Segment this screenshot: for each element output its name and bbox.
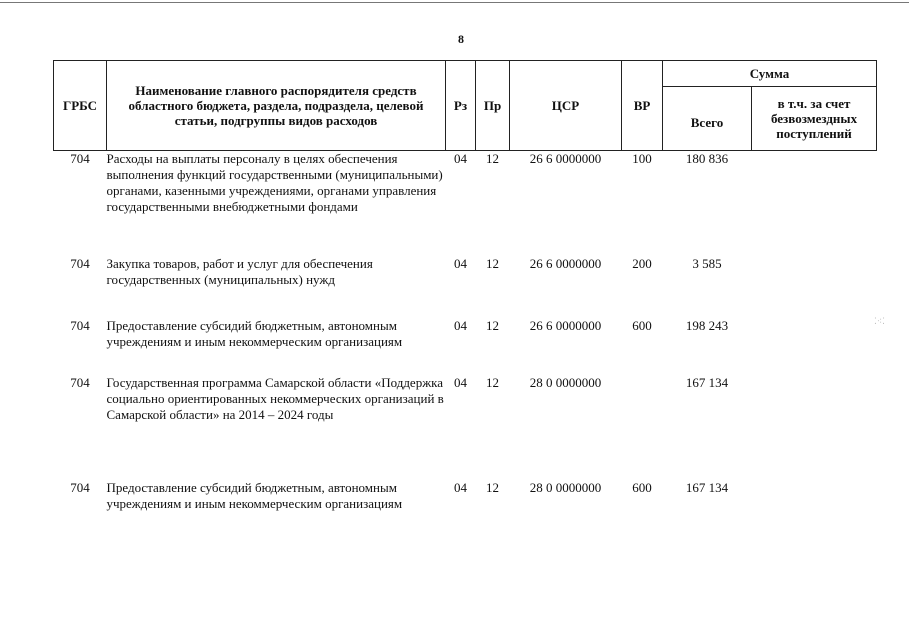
cell-pr: 12 [486, 374, 499, 390]
cell-gratuitous [752, 151, 877, 256]
cell-pr: 12 [486, 151, 499, 166]
cell-pr: 12 [486, 479, 499, 495]
header-total: Всего [663, 87, 752, 151]
header-gratuitous: в т.ч. за счет безвозмездных поступлений [752, 87, 877, 151]
cell-rz: 04 [454, 317, 467, 333]
cell-pr: 12 [486, 317, 499, 333]
cell-csr: 26 6 0000000 [529, 151, 602, 166]
cell-total: 3 585 [692, 255, 722, 271]
cell-rz: 04 [454, 479, 467, 495]
header-pr: Пр [476, 61, 510, 151]
cell-grbs: 704 [70, 374, 90, 390]
cell-csr: 26 6 0000000 [529, 255, 602, 271]
header-rz: Рз [446, 61, 476, 151]
cell-vr [622, 375, 663, 480]
cell-gratuitous [752, 375, 877, 480]
cell-name: Государственная программа Самарской области «Поддержка социально ориентированных некоммерческих организаций в Самарской области» на 2014 – 2024 годы [106, 374, 444, 422]
budget-table [53, 60, 877, 540]
header-vr: ВР [622, 61, 663, 151]
header-sum: Сумма [663, 61, 877, 87]
header-grbs: ГРБС [54, 61, 107, 151]
cell-gratuitous [752, 256, 877, 318]
table-row [54, 375, 877, 480]
scan-artifact: ⁚⁖⁚ [874, 316, 885, 326]
cell-grbs: 704 [70, 479, 90, 495]
cell-rz: 04 [454, 255, 467, 271]
cell-grbs: 704 [70, 255, 90, 271]
cell-csr: 28 0 0000000 [529, 479, 602, 495]
cell-grbs: 704 [70, 317, 90, 333]
cell-rz: 04 [454, 374, 467, 390]
table-row [54, 256, 877, 318]
cell-total: 167 134 [685, 374, 729, 390]
page-number: 8 [458, 32, 464, 46]
cell-name: Расходы на выплаты персоналу в целях обеспечения выполнения функций государственными (муниципальными) органами, казенными учреждениями, органами управления государственными внебюджетными фондами [106, 151, 443, 214]
table-header [54, 61, 877, 151]
top-rule [0, 2, 909, 3]
cell-total: 198 243 [685, 317, 729, 333]
cell-grbs: 704 [70, 151, 90, 166]
cell-vr: 200 [632, 255, 652, 271]
cell-csr: 26 6 0000000 [529, 317, 602, 333]
header-csr: ЦСР [510, 61, 622, 151]
table-row [54, 151, 877, 256]
cell-pr: 12 [486, 255, 499, 271]
cell-name: Предоставление субсидий бюджетным, автономным учреждениям и иным некоммерческим организациям [106, 479, 403, 511]
table-row [54, 480, 877, 540]
cell-csr: 28 0 0000000 [529, 374, 602, 390]
cell-total: 167 134 [685, 479, 729, 495]
table-row [54, 318, 877, 375]
cell-vr: 600 [632, 479, 652, 495]
cell-gratuitous [752, 318, 877, 375]
cell-total: 180 836 [685, 151, 729, 166]
cell-vr: 100 [632, 151, 652, 166]
cell-vr: 600 [632, 317, 652, 333]
cell-gratuitous [752, 480, 877, 540]
header-name: Наименование главного распорядителя средств областного бюджета, раздела, подраздела, целевой статьи, подгруппы видов расходов [107, 61, 446, 151]
table-body [54, 151, 877, 540]
cell-name: Закупка товаров, работ и услуг для обеспечения государственных (муниципальных) нужд [106, 255, 373, 287]
cell-name: Предоставление субсидий бюджетным, автономным учреждениям и иным некоммерческим организациям [106, 317, 403, 349]
cell-rz: 04 [454, 151, 467, 166]
